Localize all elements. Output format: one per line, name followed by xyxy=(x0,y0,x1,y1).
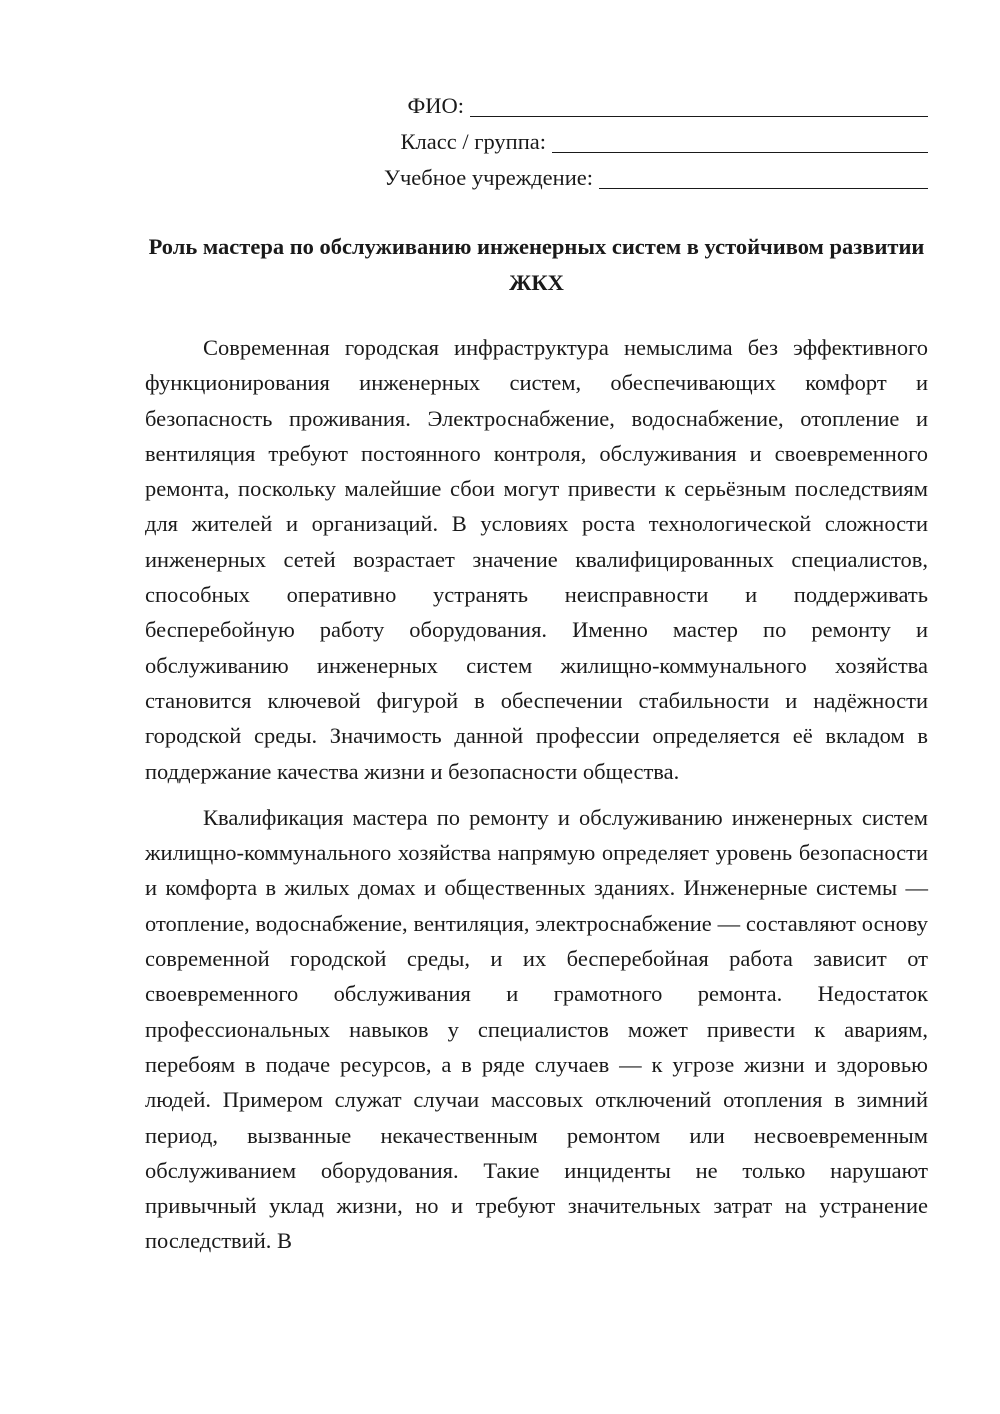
fio-row xyxy=(145,88,928,124)
essay-title: Роль мастера по обслуживанию инженерных систем в устойчивом развитии ЖКХ xyxy=(148,234,925,295)
school-blank-line xyxy=(599,161,928,189)
class-blank-line xyxy=(552,125,928,153)
student-info-header xyxy=(145,88,928,196)
paragraph-1: Современная городская инфраструктура немыслима без эффективного функционирования инженерных систем, обеспечивающих комфорт и безопасность проживания. Электроснабжение, водоснабжение, отопление и вентиляция требуют постоянного контроля, обслуживания и своевременного ремонта, поскольку малейшие сбои могут привести к серьёзным последствиям для жителей и организаций. В условиях роста технологической сложности инженерных сетей возрастает значение квалифицированных специалистов, способных оперативно устранять неисправности и поддерживать бесперебойную работу оборудования. Именно мастер по ремонту и обслуживанию инженерных систем жилищно-коммунального хозяйства становится ключевой фигурой в обеспечении стабильности и надёжности городской среды. Значимость данной профессии определяется её вкладом в поддержание качества жизни и безопасности общества. xyxy=(145,335,928,784)
fio-blank-line xyxy=(470,89,928,117)
school-row xyxy=(145,160,928,196)
paragraph-2: Квалификация мастера по ремонту и обслуживанию инженерных систем жилищно-коммунального хозяйства напрямую определяет уровень безопасности и комфорта в жилых домах и общественных зданиях. Инженерные системы — отопление, водоснабжение, вентиляция, электроснабжение — составляют основу современной городской среды, и их бесперебойная работа зависит от своевременного обслуживания и грамотного ремонта. Недостаток профессиональных навыков у специалистов может привести к авариям, перебоям в подаче ресурсов, а в ряде случаев — к угрозе жизни и здоровью людей. Примером служат случаи массовых отключений отопления в зимний период, вызванные некачественным ремонтом или несвоевременным обслуживанием оборудования. Такие инциденты не только нарушают привычный уклад жизни, но и требуют значительных затрат на устранение последствий. В xyxy=(145,804,928,1254)
class-row xyxy=(145,124,928,160)
class-label: Класс / группа: xyxy=(400,129,546,154)
essay-body xyxy=(145,330,928,1270)
school-label: Учебное учреждение: xyxy=(384,165,593,190)
fio-label: ФИО: xyxy=(407,93,464,118)
